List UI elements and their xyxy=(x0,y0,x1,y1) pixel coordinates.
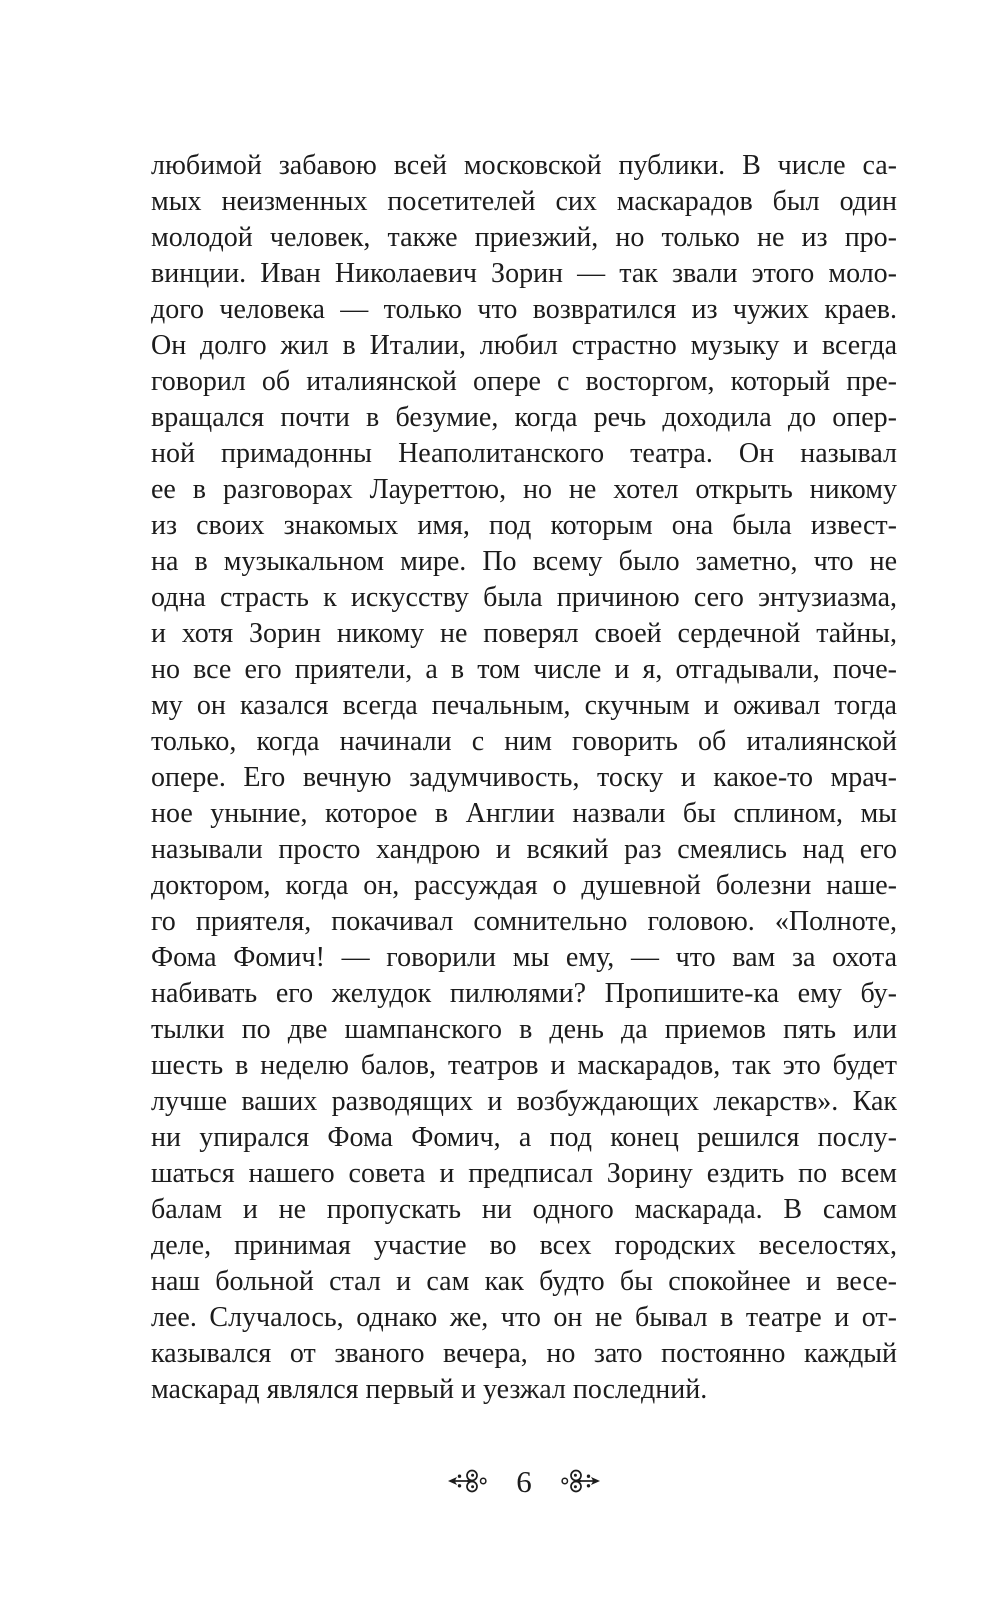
text-line: шесть в неделю балов, театров и маскарадов, так это будет xyxy=(151,1050,897,1081)
text-line: Он долго жил в Италии, любил страстно музыку и всегда xyxy=(151,330,897,361)
text-line: му он казался всегда печальным, скучным и оживал тогда xyxy=(151,690,897,721)
text-line: тылки по две шампанского в день да приемов пять или xyxy=(151,1014,897,1045)
text-line: и хотя Зорин никому не поверял своей сердечной тайны, xyxy=(151,618,897,649)
text-line: деле, принимая участие во всех городских веселостях, xyxy=(151,1230,897,1261)
text-line: балам и не пропускать ни одного маскарада. В самом xyxy=(151,1194,897,1225)
text-line: маскарад являлся первый и уезжал последний. xyxy=(151,1374,708,1405)
text-line: шаться нашего совета и предписал Зорину ездить по всем xyxy=(151,1158,897,1189)
text-line: ное уныние, которое в Англии назвали бы сплином, мы xyxy=(151,798,897,829)
text-line: лучше ваших разводящих и возбуждающих лекарств». Как xyxy=(151,1086,897,1117)
page-number: 6 xyxy=(516,1463,532,1499)
text-line: только, когда начинали с ним говорить об италиянской xyxy=(151,726,897,757)
text-line: наш больной стал и сам как будто бы спокойнее и весе- xyxy=(151,1266,897,1297)
text-line: ее в разговорах Лауреттою, но не хотел открыть никому xyxy=(151,474,897,505)
text-line: любимой забавою всей московской публики. В числе са- xyxy=(151,150,897,181)
text-line: набивать его желудок пилюлями? Пропишите-ка ему бу- xyxy=(151,978,897,1009)
text-line: на в музыкальном мире. По всему было заметно, что не xyxy=(151,546,897,577)
text-line: доктором, когда он, рассуждая о душевной болезни наше- xyxy=(151,870,897,901)
text-line: называли просто хандрою и всякий раз смеялись над его xyxy=(151,834,897,865)
text-line: дого человека — только что возвратился из чужих краев. xyxy=(151,294,897,325)
text-line: ной примадонны Неаполитанского театра. Он называл xyxy=(151,438,897,469)
text-line: опере. Его вечную задумчивость, тоску и какое-то мрач- xyxy=(151,762,897,793)
fleuron-right-icon xyxy=(560,1467,600,1495)
text-line: мых неизменных посетителей сих маскарадов был один xyxy=(151,186,897,217)
page-footer xyxy=(151,1458,897,1504)
text-line: винции. Иван Николаевич Зорин — так звали этого моло- xyxy=(151,258,897,289)
text-line: говорил об италиянской опере с восторгом, который пре- xyxy=(151,366,897,397)
text-line: одна страсть к искусству была причиною сего энтузиазма, xyxy=(151,582,897,613)
text-line: лее. Случалось, однако же, что он не бывал в театре и от- xyxy=(151,1302,897,1333)
text-line: ни упирался Фома Фомич, а под конец решился послу- xyxy=(151,1122,897,1153)
text-line: но все его приятели, а в том числе и я, отгадывали, поче- xyxy=(151,654,897,685)
text-line: из своих знакомых имя, под которым она была извест- xyxy=(151,510,897,541)
text-line: вращался почти в безумие, когда речь доходила до опер- xyxy=(151,402,897,433)
text-line: казывался от званого вечера, но зато постоянно каждый xyxy=(151,1338,897,1369)
text-line: молодой человек, также приезжий, но только не из про- xyxy=(151,222,897,253)
page-text xyxy=(151,148,897,1408)
text-line: го приятеля, покачивал сомнительно головою. «Полноте, xyxy=(151,906,897,937)
fleuron-left-icon xyxy=(448,1467,488,1495)
text-line: Фома Фомич! — говорили мы ему, — что вам за охота xyxy=(151,942,897,973)
